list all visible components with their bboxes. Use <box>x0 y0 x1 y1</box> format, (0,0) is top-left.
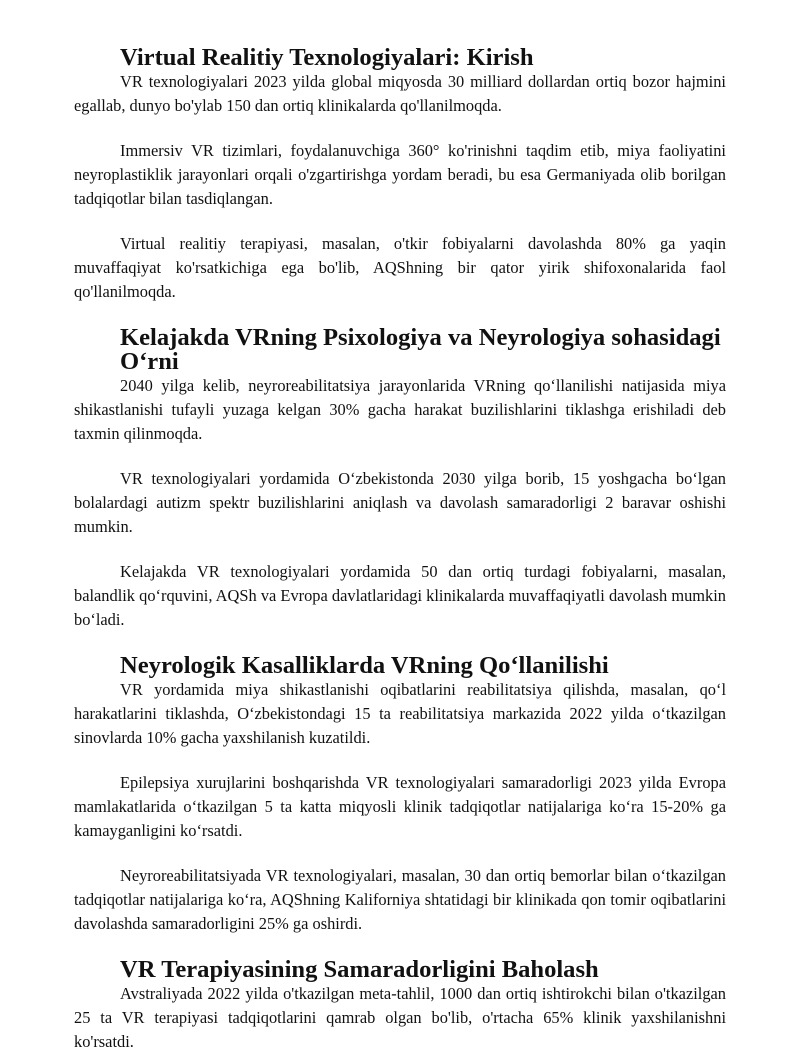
paragraph: Kelajakda VR texnologiyalari yordamida 50 dan ortiq turdagi fobiyalarni, masalan, balandlik qo‘rquvini, AQSh va Evropa davlatlaridagi klinikalarda muvaffaqiyatli davolash mumkin bo‘ladi. <box>74 562 726 629</box>
paragraph: Epilepsiya xurujlarini boshqarishda VR texnologiyalari samaradorligi 2023 yilda Evropa mamlakatlarida o‘tkazilgan 5 ta katta miqyosli klinik tadqiqotlar natijalariga ko‘ra 15-20% ga kamayganligini ko‘rsatdi. <box>74 773 726 840</box>
paragraph: VR texnologiyalari yordamida O‘zbekistonda 2030 yilga borib, 15 yoshgacha bo‘lgan bolalardagi autizm spektr buzilishlarini aniqlash va davolash samaradorligi 2 baravar oshishi mumkin. <box>74 469 726 536</box>
section-intro <box>74 46 726 304</box>
paragraph: Neyroreabilitatsiyada VR texnologiyalari, masalan, 30 dan ortiq bemorlar bilan o‘tkazilgan tadqiqotlar natijalariga ko‘ra, AQShning Kaliforniya shtatidagi bir klinikada qon tomir oqibatlarini davolashda samaradorligini 25% ga oshirdi. <box>74 866 726 933</box>
section-heading: Virtual Realitiy Texnologiyalari: Kirish <box>120 44 534 71</box>
section-future-role <box>74 326 726 632</box>
section-effectiveness <box>74 958 726 1054</box>
section-heading: Kelajakda VRning Psixologiya va Neyrologiya sohasidagi O‘rni <box>120 324 721 375</box>
paragraph: Immersiv VR tizimlari, foydalanuvchiga 360° ko'rinishni taqdim etib, miya faoliyatini neyroplastiklik jarayonlari orqali o'zgartirishga yordam beradi, bu esa Germaniyada olib borilgan tadqiqotlar bilan tasdiqlangan. <box>74 141 726 208</box>
document-page <box>74 46 726 1054</box>
section-neurological-use <box>74 654 726 936</box>
section-heading: VR Terapiyasining Samaradorligini Baholash <box>120 956 599 983</box>
paragraph: VR texnologiyalari 2023 yilda global miqyosda 30 milliard dollardan ortiq bozor hajmini egallab, dunyo bo'ylab 150 dan ortiq klinikalarda qo'llanilmoqda. <box>74 72 726 115</box>
paragraph: Avstraliyada 2022 yilda o'tkazilgan meta-tahlil, 1000 dan ortiq ishtirokchi bilan o'tkazilgan 25 ta VR terapiyasi tadqiqotlarini qamrab olgan bo'lib, o'rtacha 65% klinik yaxshilanishni ko'rsatdi. <box>74 984 726 1051</box>
section-heading: Neyrologik Kasalliklarda VRning Qo‘llanilishi <box>120 652 609 679</box>
paragraph: Virtual realitiy terapiyasi, masalan, o'tkir fobiyalarni davolashda 80% ga yaqin muvaffaqiyat ko'rsatkichiga ega bo'lib, AQShning bir qator yirik shifoxonalarida faol qo'llanilmoqda. <box>74 234 726 301</box>
paragraph: 2040 yilga kelib, neyroreabilitatsiya jarayonlarida VRning qo‘llanilishi natijasida miya shikastlanishi tufayli yuzaga kelgan 30% gacha harakat buzilishlarini tiklashga erishiladi deb taxmin qilinmoqda. <box>74 376 726 443</box>
paragraph: VR yordamida miya shikastlanishi oqibatlarini reabilitatsiya qilishda, masalan, qo‘l harakatlarini tiklashda, O‘zbekistondagi 15 ta reabilitatsiya markazida 2022 yilda o‘tkazilgan sinovlarda 10% gacha yaxshilanish kuzatildi. <box>74 680 726 747</box>
